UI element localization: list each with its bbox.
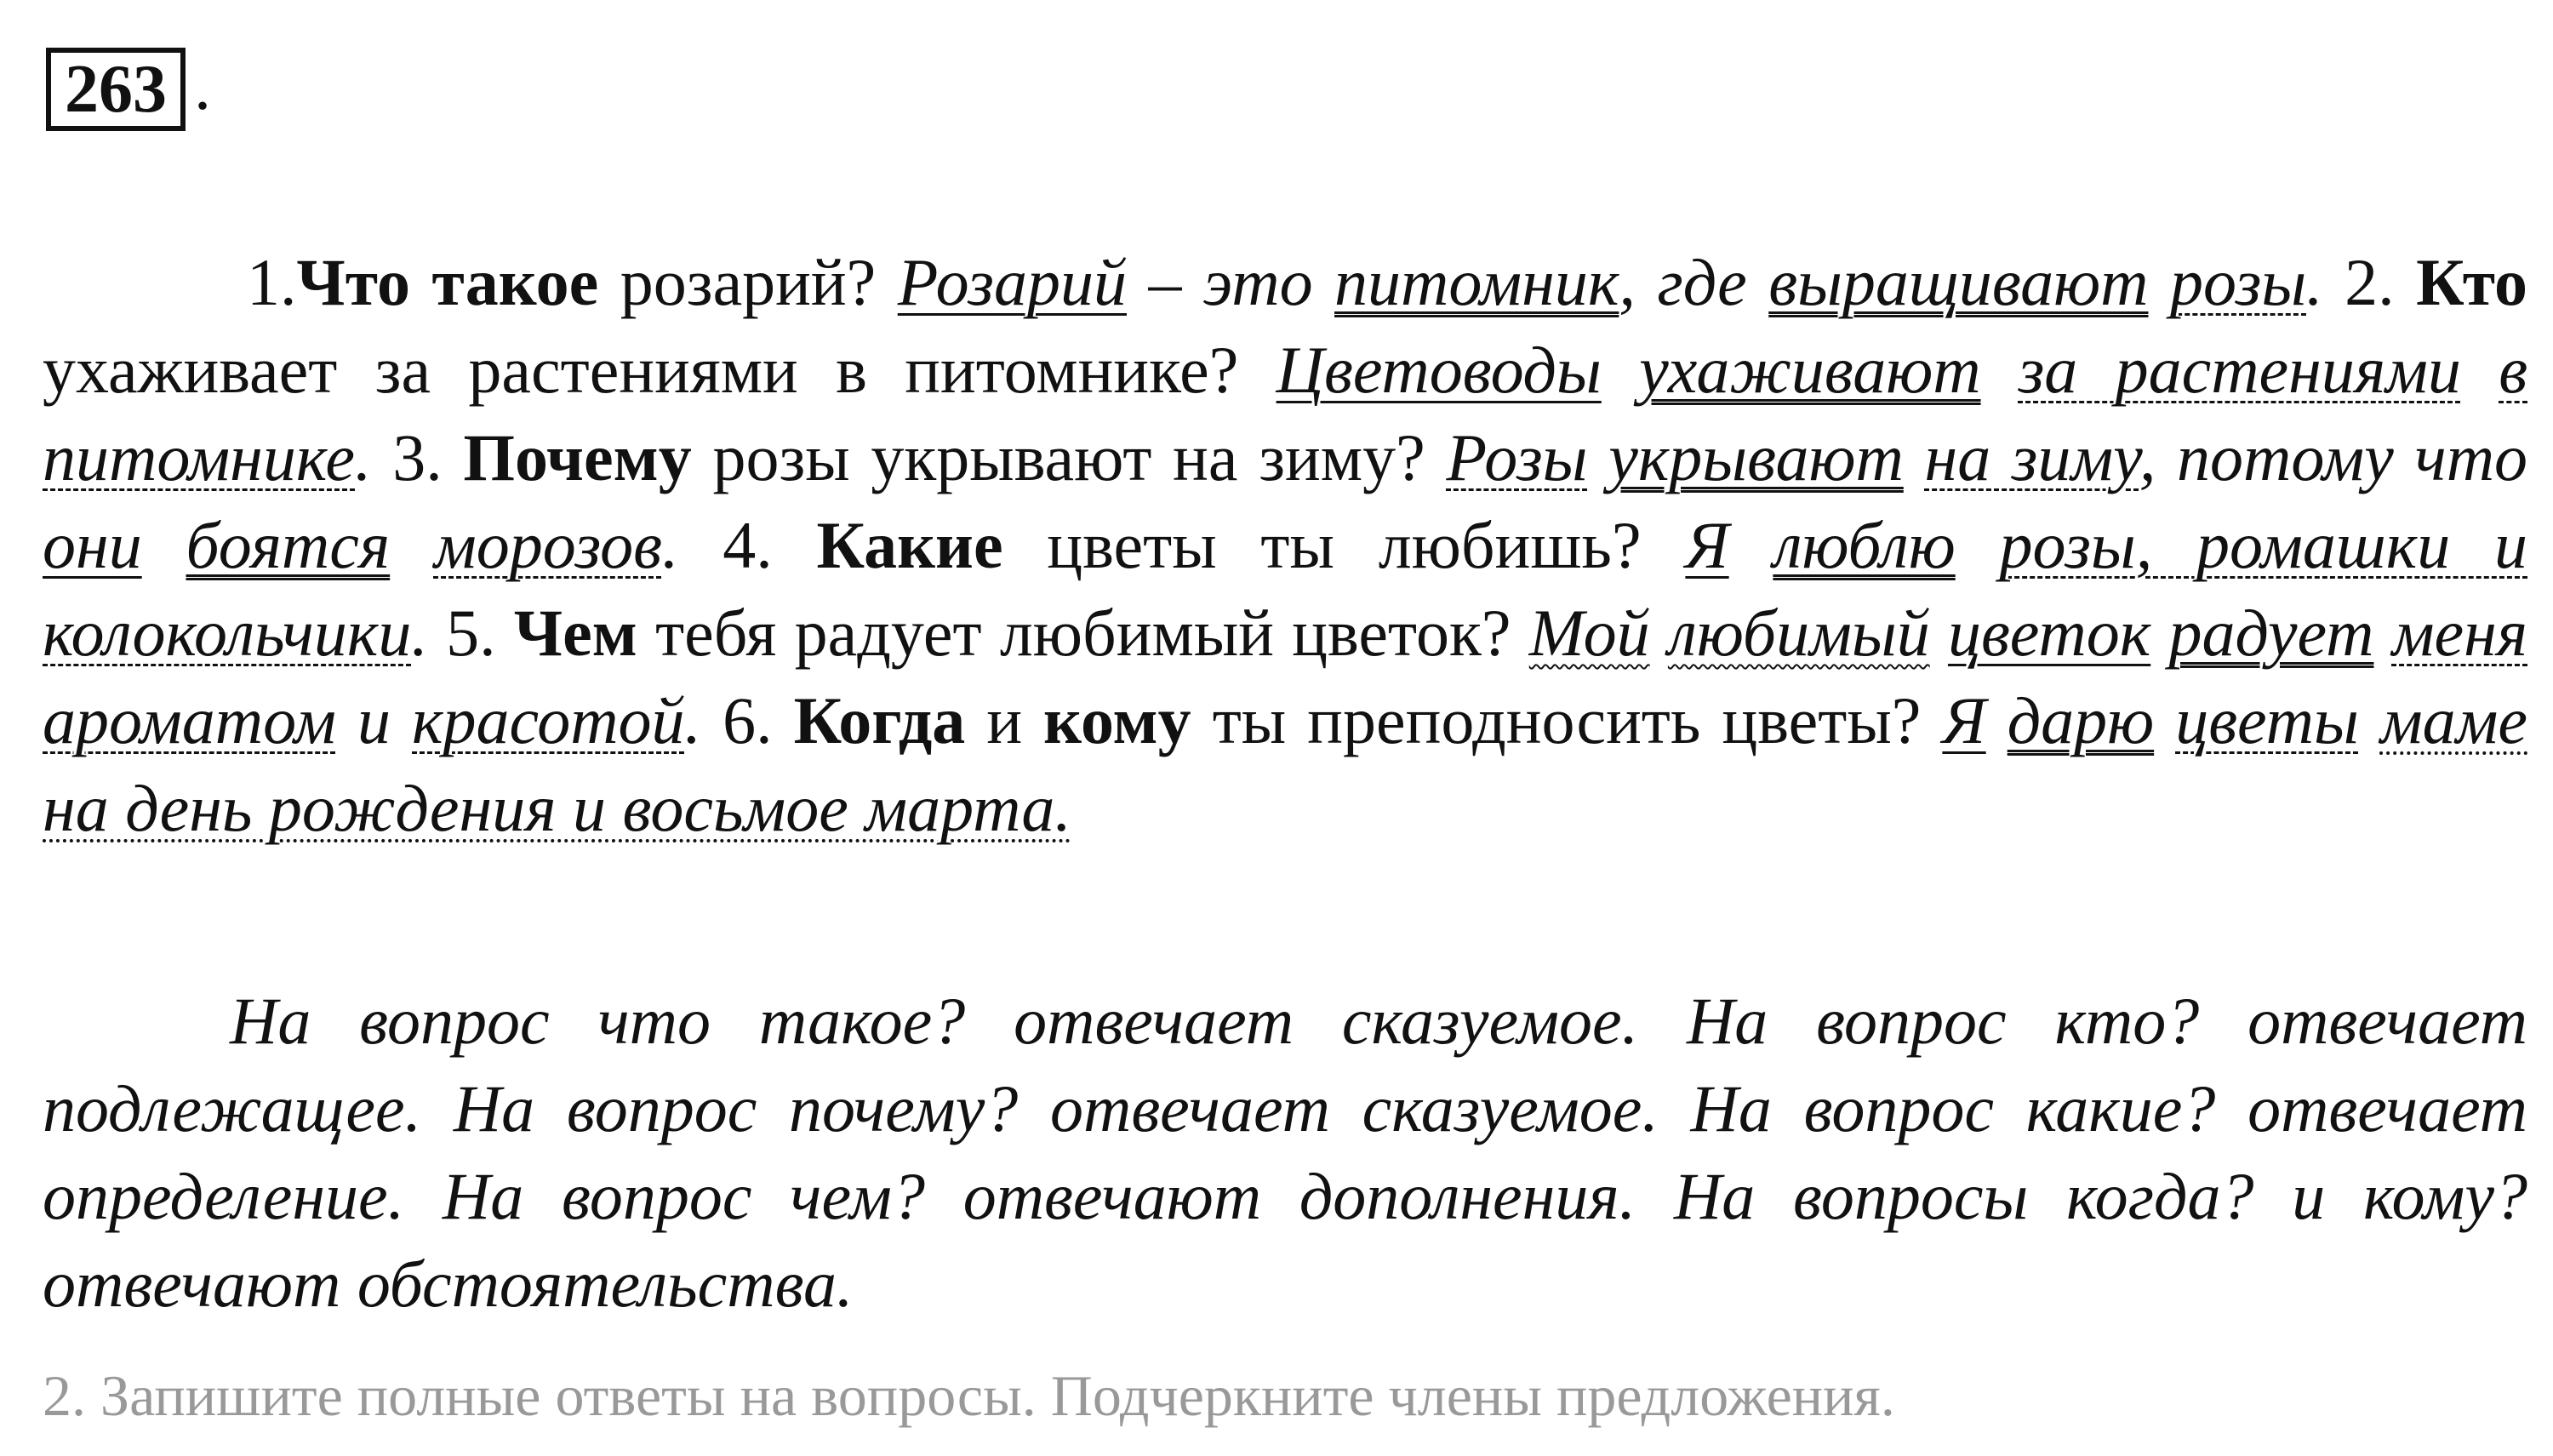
text: , где (1619, 245, 1769, 319)
text: – это (1126, 245, 1335, 319)
adverbial: на зиму (1924, 420, 2139, 494)
q3-number: 3. (371, 420, 464, 494)
q4-number: 4. (678, 508, 817, 582)
object: за растениями (2018, 333, 2461, 407)
text: . (2306, 245, 2323, 319)
q3-question: розы укрывают на зиму? (691, 420, 1447, 494)
object: красотой (412, 683, 685, 757)
adverbial: в питомнике (43, 333, 2528, 494)
q5-question: тебя радует любимый цветок? (637, 596, 1529, 670)
attribute: любимый (1667, 596, 1930, 670)
text (2359, 683, 2380, 757)
q1-question-word: Что такое (296, 245, 599, 319)
subject: они (43, 508, 142, 582)
task-instruction: 2. Запишите полные ответы на вопросы. Подчеркните члены предложения. (43, 1363, 1895, 1428)
exercise-number: 263 (65, 52, 167, 127)
object: морозов (433, 508, 662, 582)
answers-paragraph (43, 238, 2527, 852)
subject: Розарий (897, 245, 1127, 319)
q6-question: ты преподносить цветы? (1191, 683, 1943, 757)
text (1729, 508, 1773, 582)
text (142, 508, 186, 582)
predicate: дарю (2007, 683, 2155, 757)
subject: Цветоводы (1276, 333, 1602, 407)
object: цветы (2175, 683, 2359, 757)
q3-question-word: Почему (463, 420, 692, 494)
exercise-number-dot: . (194, 49, 211, 124)
q1-answer (898, 245, 2323, 319)
text: и (965, 683, 1044, 757)
q5-question-word: Чем (513, 596, 637, 670)
object: меня (2391, 596, 2528, 670)
text (2148, 245, 2169, 319)
object: розы (2169, 245, 2307, 319)
predicate: боятся (186, 508, 391, 582)
text: . (684, 683, 702, 757)
q6-question-word-1: Когда (793, 683, 966, 757)
q5-number: 5. (427, 596, 514, 670)
adverbial: на день рождения и восьмое марта. (43, 771, 1071, 845)
text (2150, 596, 2168, 670)
object: маме (2379, 683, 2528, 757)
attribute: Мой (1528, 596, 1650, 670)
text (2373, 596, 2391, 670)
text (2461, 333, 2499, 407)
object: Розы (1446, 420, 1588, 494)
subject: цветок (1947, 596, 2151, 670)
text: . (661, 508, 679, 582)
predicate: питомник (1334, 245, 1619, 319)
text (1904, 420, 1925, 494)
q4-question: цветы ты любишь? (1002, 508, 1686, 582)
q1-number: 1. (247, 245, 297, 319)
q1-question: розарий? (598, 245, 898, 319)
text (1986, 683, 2008, 757)
predicate: выращивают (1768, 245, 2149, 319)
object: розы, ромашки и колокольчики (43, 508, 2528, 670)
text (1588, 420, 1609, 494)
q4-question-word: Какие (816, 508, 1003, 582)
analysis-paragraph: На вопрос что такое? отвечает сказуемое. На вопрос кто? отвечает подлежащее. На вопрос почему? отвечает сказуемое. На вопрос какие? отвечает определение. На вопрос чем? отвечают дополнения. На вопросы когда? и кому? отвечают обстоятельства. (43, 984, 2527, 1321)
text: . (355, 420, 372, 494)
text (390, 508, 434, 582)
predicate: радует (2168, 596, 2374, 670)
text (1602, 333, 1639, 407)
text (1930, 596, 1948, 670)
subject: Я (1942, 683, 1986, 757)
text: и (335, 683, 413, 757)
q6-question-word-2: кому (1043, 683, 1191, 757)
text (1650, 596, 1668, 670)
q6-number: 6. (701, 683, 794, 757)
text: , потому что (2139, 420, 2528, 494)
text (1956, 508, 2000, 582)
predicate: укрывают (1608, 420, 1904, 494)
q2-question: ухаживает за растениями в питомнике? (43, 333, 1276, 407)
subject: Я (1685, 508, 1729, 582)
object: ароматом (43, 683, 336, 757)
text (1981, 333, 2019, 407)
text (2154, 683, 2175, 757)
predicate: люблю (1773, 508, 1956, 582)
exercise-number-box (46, 48, 186, 131)
q2-question-word: Кто (2416, 245, 2527, 319)
q2-number: 2. (2322, 245, 2417, 319)
text: . (411, 596, 428, 670)
predicate: ухаживают (1639, 333, 1981, 407)
